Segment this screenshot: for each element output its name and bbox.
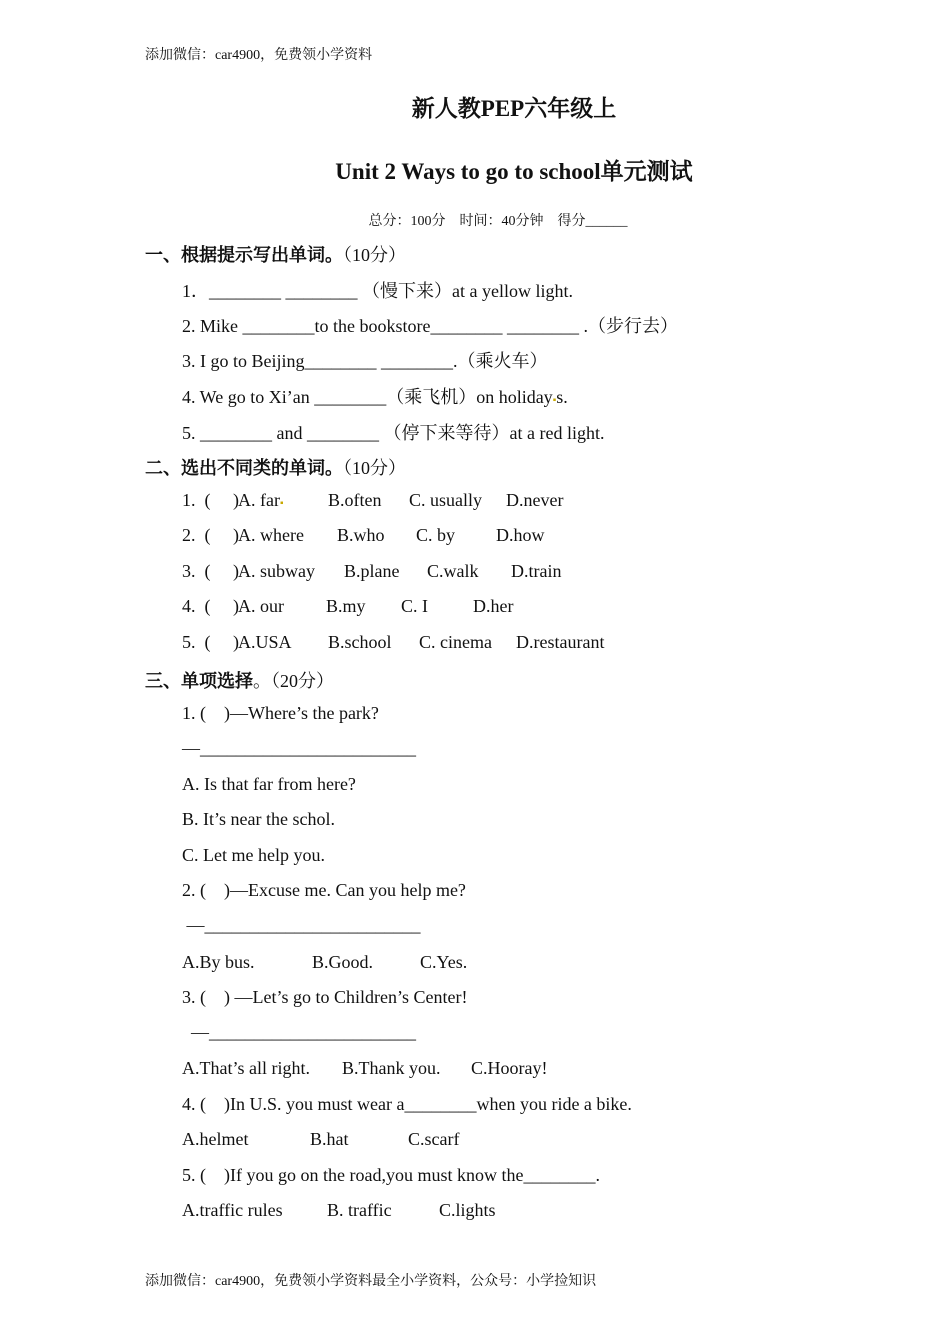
s3-q4: 4. ( )In U.S. you must wear a________when you ride a bike. xyxy=(182,1094,632,1114)
score-time-line: 总分：100分 时间：40分钟 得分______ xyxy=(368,214,628,229)
section1-heading xyxy=(145,241,406,267)
s3-q2-option-b: B.Good. xyxy=(312,952,374,972)
s3-q4-option-c: C.scarf xyxy=(408,1129,460,1149)
s3-q5-option-b: B. traffic xyxy=(327,1200,392,1220)
header-note: 添加微信：car4900，免费领小学资料 xyxy=(145,48,373,63)
s1-item-4-tail: s. xyxy=(556,387,568,407)
s3-q2-option-c: C.Yes. xyxy=(420,952,468,972)
s3-q1-option-c: C. Let me help you. xyxy=(182,845,325,865)
section2-points: （10分） xyxy=(343,458,406,478)
s2-row-3-num: 3. ( ) xyxy=(182,561,239,581)
s2-row-1-c: C. usually xyxy=(409,490,483,510)
s2-row-5-c: C. cinema xyxy=(419,632,492,652)
footer-note: 添加微信：car4900，免费领小学资料最全小学资料，公众号：小学捡知识 xyxy=(145,1274,597,1289)
s3-q5-option-c: C.lights xyxy=(439,1200,496,1220)
section3-dot: 。 xyxy=(253,671,271,691)
s2-row-4 xyxy=(182,596,513,617)
s3-q1-blank: —________________________ xyxy=(182,738,416,758)
s3-q5-option-a: A.traffic rules xyxy=(182,1200,283,1220)
s2-row-4-d: D.her xyxy=(473,596,514,616)
s2-row-5-d: D.restaurant xyxy=(516,632,605,652)
s3-q4-option-a: A.helmet xyxy=(182,1129,249,1149)
s3-q4-option-b: B.hat xyxy=(310,1129,349,1149)
s2-row-2-c: C. by xyxy=(416,525,456,545)
s2-row-3 xyxy=(182,561,561,582)
s2-row-1 xyxy=(182,490,563,511)
page-title: 新人教PEP六年级上 xyxy=(411,96,617,121)
s3-q3-blank: —_______________________ xyxy=(182,1022,416,1042)
s2-row-3-a: A. subway xyxy=(238,561,315,581)
s2-row-2-num: 2. ( ) xyxy=(182,525,239,545)
s2-row-5-num: 5. ( ) xyxy=(182,632,239,652)
s2-row-4-c: C. I xyxy=(401,596,428,616)
s2-row-2-b: B.who xyxy=(337,525,385,545)
s3-q1: 1. ( )—Where’s the park? xyxy=(182,703,379,723)
s1-item-3: 3. I go to Beijing________ ________.（乘火车） xyxy=(182,351,548,371)
s3-q1-option-a: A. Is that far from here? xyxy=(182,774,356,794)
section2-title: 二、选出不同类的单词。 xyxy=(145,458,343,478)
s2-row-2-a: A. where xyxy=(238,525,304,545)
s2-row-5-b: B.school xyxy=(328,632,392,652)
s3-q5: 5. ( )If you go on the road,you must know the________. xyxy=(182,1165,600,1185)
s2-row-3-d: D.train xyxy=(511,561,562,581)
s2-row-5 xyxy=(182,632,604,653)
s2-row-4-num: 4. ( ) xyxy=(182,596,239,616)
s1-item-2: 2. Mike ________to the bookstore________ ________ .（步行去） xyxy=(182,316,678,336)
s3-q3: 3. ( ) —Let’s go to Children’s Center! xyxy=(182,987,468,1007)
s3-q1-option-b: B. It’s near the schol. xyxy=(182,809,335,829)
s3-q3-option-a: A.That’s all right. xyxy=(182,1058,310,1078)
s2-row-1-a: A. far▪ xyxy=(238,490,284,510)
s3-q5-options xyxy=(182,1200,496,1221)
s1-item-4 xyxy=(182,383,568,409)
s3-q2-option-a: A.By bus. xyxy=(182,952,255,972)
s3-q2-blank: —________________________ xyxy=(182,915,421,935)
s3-q4-options xyxy=(182,1129,459,1150)
s2-row-4-b: B.my xyxy=(326,596,366,616)
s2-row-2 xyxy=(182,525,545,546)
s2-row-4-a: A. our xyxy=(238,596,284,616)
section1-points: （10分） xyxy=(343,245,406,265)
edit-mark-icon: ▪ xyxy=(552,395,557,406)
s3-q3-option-b: B.Thank you. xyxy=(342,1058,441,1078)
s1-item-4-text: 4. We go to Xi’an ________（乘飞机）on holiday xyxy=(182,387,553,407)
s2-row-1-b: B.often xyxy=(328,490,382,510)
page-subtitle: Unit 2 Ways to go to school单元测试 xyxy=(335,159,693,184)
edit-mark-icon: ▪ xyxy=(279,498,284,509)
s2-row-3-b: B.plane xyxy=(344,561,400,581)
section3-points: （20分） xyxy=(271,671,334,691)
s3-q2: 2. ( )—Excuse me. Can you help me? xyxy=(182,880,466,900)
s2-row-2-d: D.how xyxy=(496,525,545,545)
s2-row-1-num: 1. ( ) xyxy=(182,490,239,510)
s2-row-5-a: A.USA xyxy=(238,632,292,652)
s2-row-3-c: C.walk xyxy=(427,561,479,581)
section2-heading xyxy=(145,454,406,480)
section3-heading xyxy=(145,667,334,693)
s1-item-1: 1．________ ________ （慢下来）at a yellow light. xyxy=(182,281,573,301)
section1-title: 一、根据提示写出单词。 xyxy=(145,245,343,265)
s3-q3-option-c: C.Hooray! xyxy=(471,1058,548,1078)
s2-row-1-d: D.never xyxy=(506,490,564,510)
section3-title: 三、单项选择 xyxy=(145,671,253,691)
s3-q2-options xyxy=(182,952,467,973)
s1-item-5: 5. ________ and ________ （停下来等待）at a red light. xyxy=(182,423,605,443)
s3-q3-options xyxy=(182,1058,547,1079)
